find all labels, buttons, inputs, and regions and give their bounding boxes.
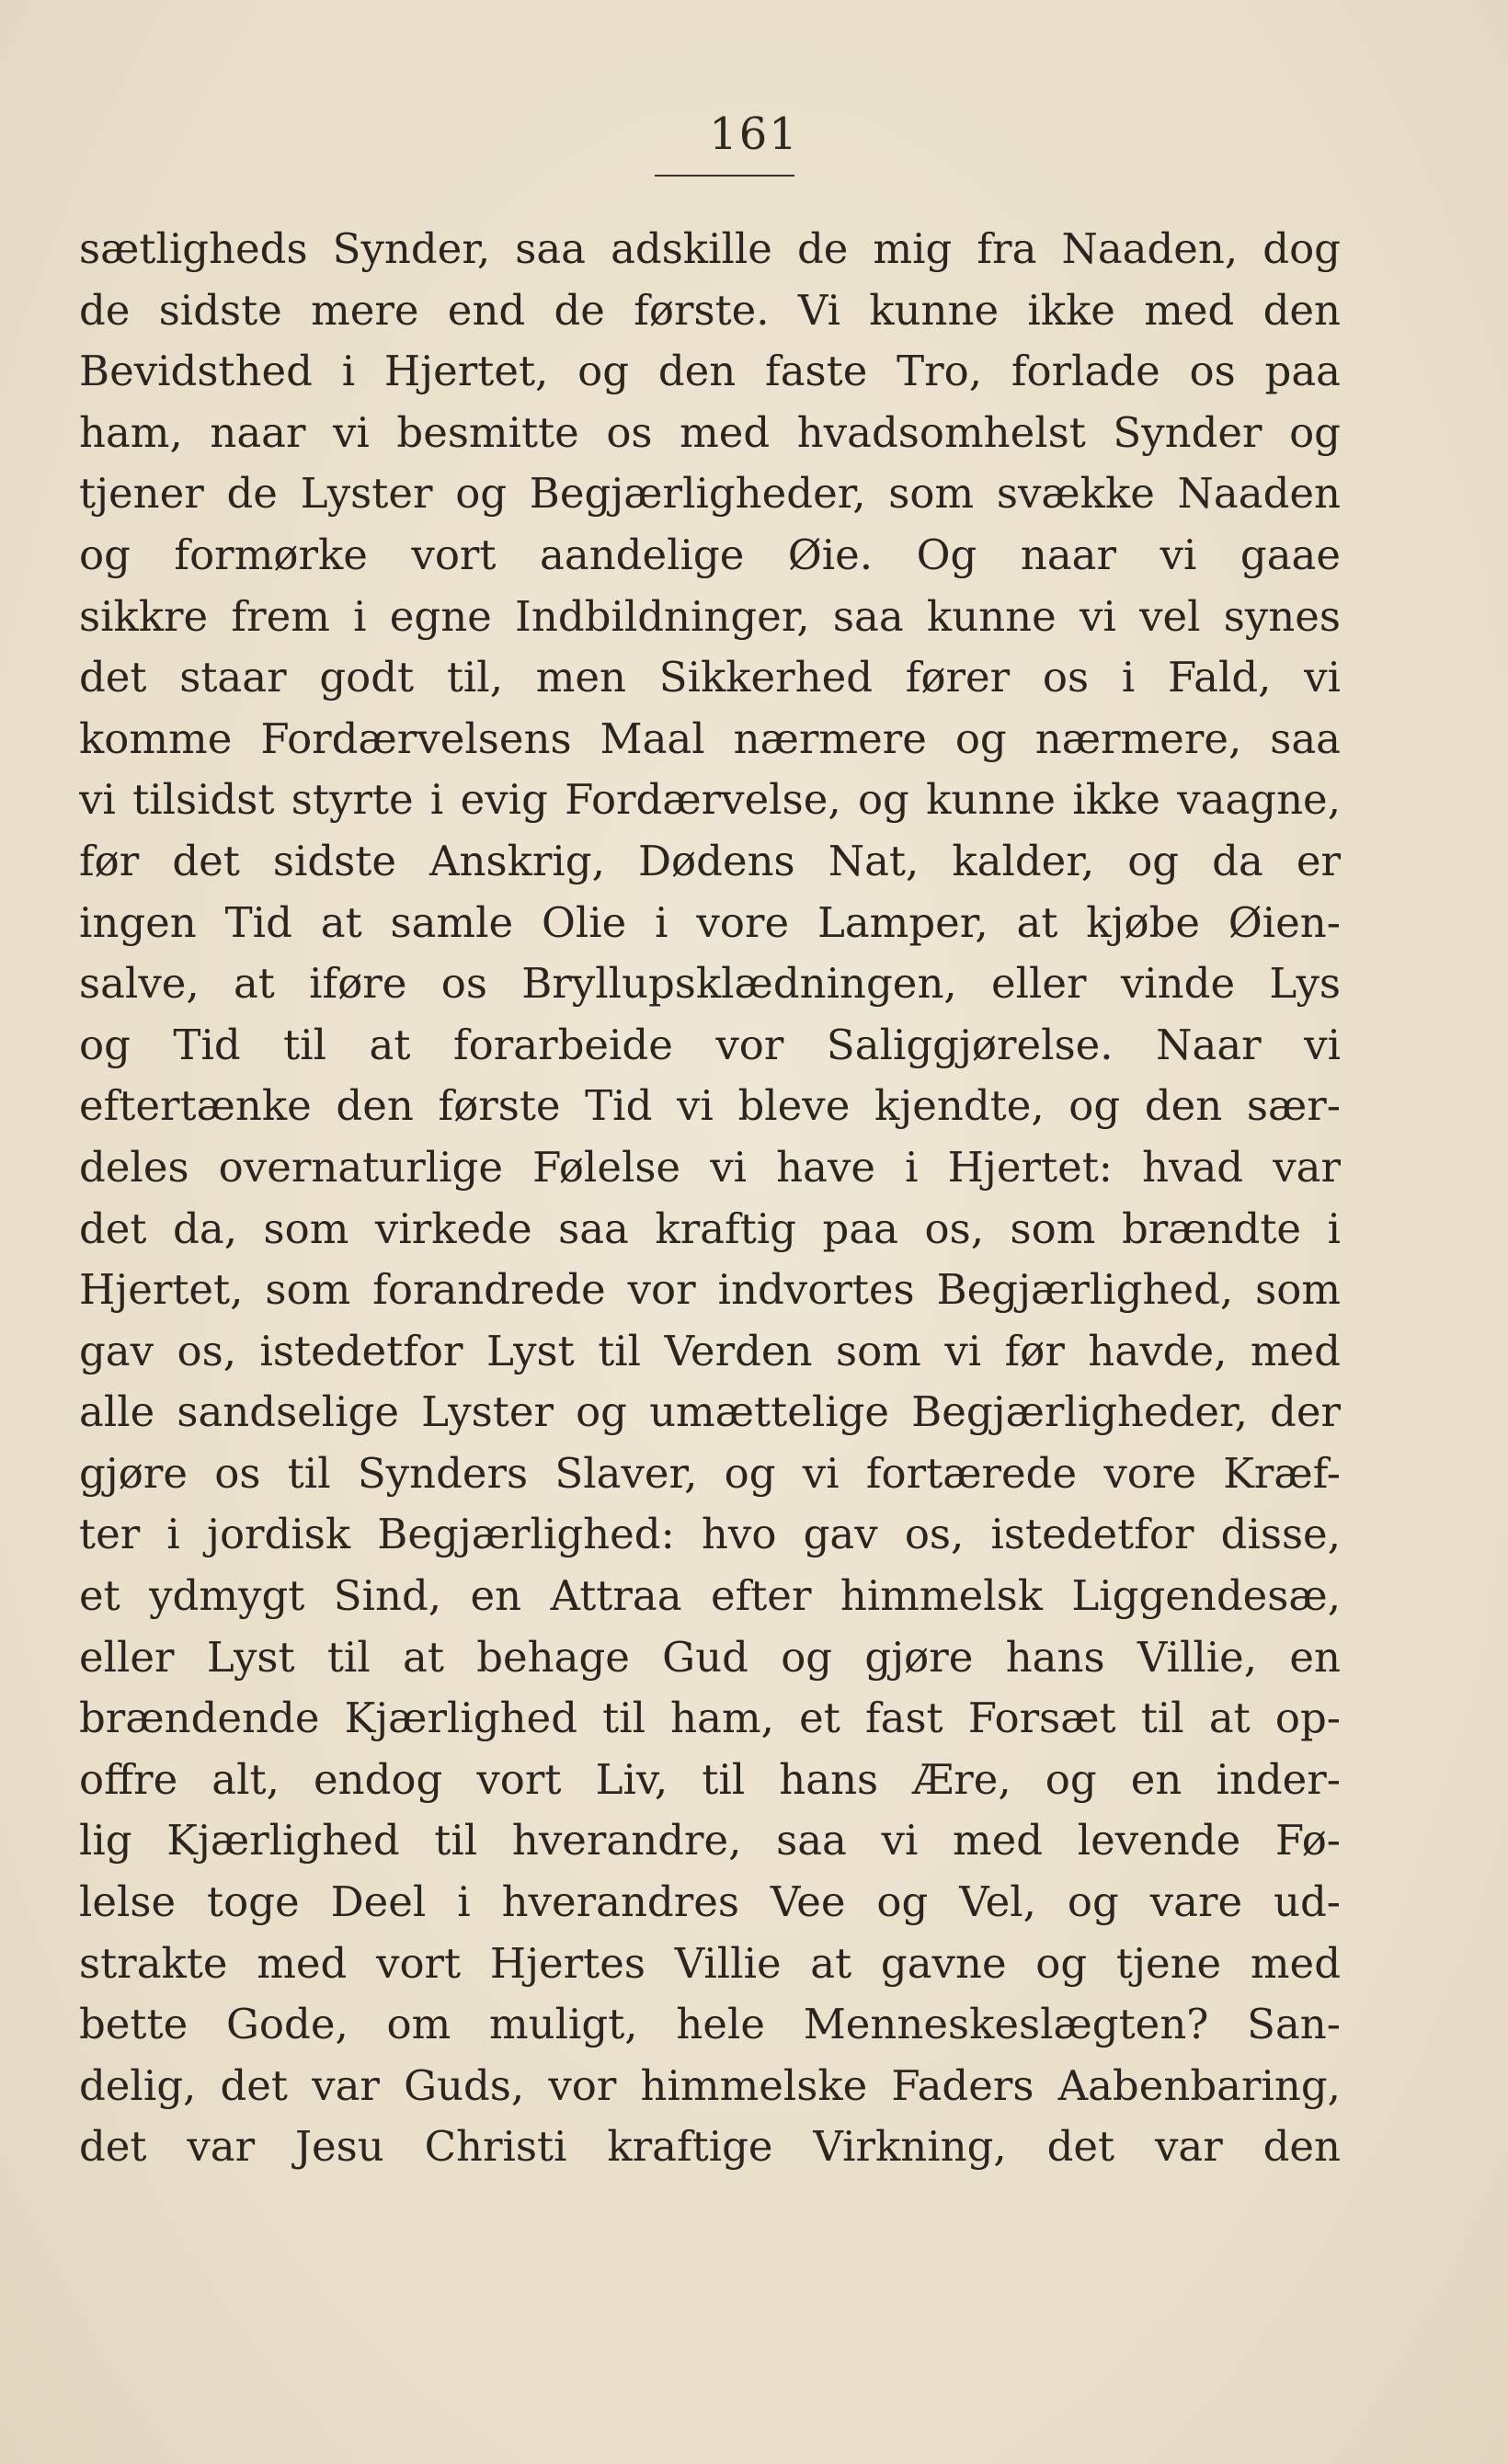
- text-line: det var Jesu Christi kraftige Virkning, det var den: [79, 2122, 1341, 2172]
- text-line: komme Fordærvelsens Maal nærmere og nærmere, saa: [79, 713, 1341, 763]
- text-line: gav os, istedetfor Lyst til Verden som vi før havde, med: [79, 1326, 1341, 1375]
- text-line: offre alt, endog vort Liv, til hans Ære, og en inder-: [79, 1754, 1341, 1804]
- text-line: og formørke vort aandelige Øie. Og naar vi gaae: [79, 530, 1341, 579]
- text-line: et ydmygt Sind, en Attraa efter himmelsk Liggendesæ,: [79, 1571, 1341, 1621]
- page-number: 161: [709, 108, 799, 160]
- text-line: salve, at iføre os Bryllupsklædningen, eller vinde Lys: [79, 959, 1341, 1009]
- text-line: Hjertet, som forandrede vor indvortes Begjærlighed, som: [79, 1265, 1341, 1315]
- text-line: sikkre frem i egne Indbildninger, saa kunne vi vel synes: [79, 591, 1341, 641]
- text-line: det staar godt til, men Sikkerhed fører os i Fald, vi: [79, 653, 1341, 702]
- text-line: ham, naar vi besmitte os med hvadsomhelst Synder og: [79, 407, 1341, 457]
- text-line: vi tilsidst styrte i evig Fordærvelse, og kunne ikke vaagne,: [79, 775, 1341, 825]
- text-line: brændende Kjærlighed til ham, et fast Forsæt til at op-: [79, 1694, 1341, 1743]
- text-line: det da, som virkede saa kraftig paa os, som brændte i: [79, 1203, 1341, 1253]
- text-line: bette Gode, om muligt, hele Menneskeslægten? San-: [79, 2000, 1341, 2049]
- header-rule: [655, 175, 794, 177]
- text-line: delig, det var Guds, vor himmelske Faders Aabenbaring,: [79, 2060, 1341, 2110]
- text-line: lelse toge Deel i hverandres Vee og Vel, og vare ud-: [79, 1877, 1341, 1927]
- text-line: og Tid til at forarbeide vor Saliggjørelse. Naar vi: [79, 1020, 1341, 1069]
- text-line: alle sandselige Lyster og umættelige Begjærligheder, der: [79, 1387, 1341, 1437]
- text-line: deles overnaturlige Følelse vi have i Hjertet: hvad var: [79, 1142, 1341, 1192]
- text-line: gjøre os til Synders Slaver, og vi fortærede vore Kræf-: [79, 1448, 1341, 1498]
- text-line: ter i jordisk Begjærlighed: hvo gav os, istedetfor disse,: [79, 1510, 1341, 1559]
- text-line: de sidste mere end de første. Vi kunne ikke med den: [79, 285, 1341, 335]
- text-line: ingen Tid at samle Olie i vore Lamper, at kjøbe Øien-: [79, 897, 1341, 947]
- text-line: lig Kjærlighed til hverandre, saa vi med levende Fø-: [79, 1816, 1341, 1865]
- text-line: Bevidsthed i Hjertet, og den faste Tro, forlade os paa: [79, 347, 1341, 396]
- text-line: strakte med vort Hjertes Villie at gavne og tjene med: [79, 1938, 1341, 1988]
- text-line: tjener de Lyster og Begjærligheder, som svække Naaden: [79, 469, 1341, 519]
- text-line: sætligheds Synder, saa adskille de mig fra Naaden, dog: [79, 224, 1341, 273]
- text-line: før det sidste Anskrig, Dødens Nat, kalder, og da er: [79, 836, 1341, 885]
- body-text: [79, 219, 1341, 2178]
- text-line: eftertænke den første Tid vi bleve kjendte, og den sær-: [79, 1081, 1341, 1131]
- text-line: eller Lyst til at behage Gud og gjøre hans Villie, en: [79, 1632, 1341, 1682]
